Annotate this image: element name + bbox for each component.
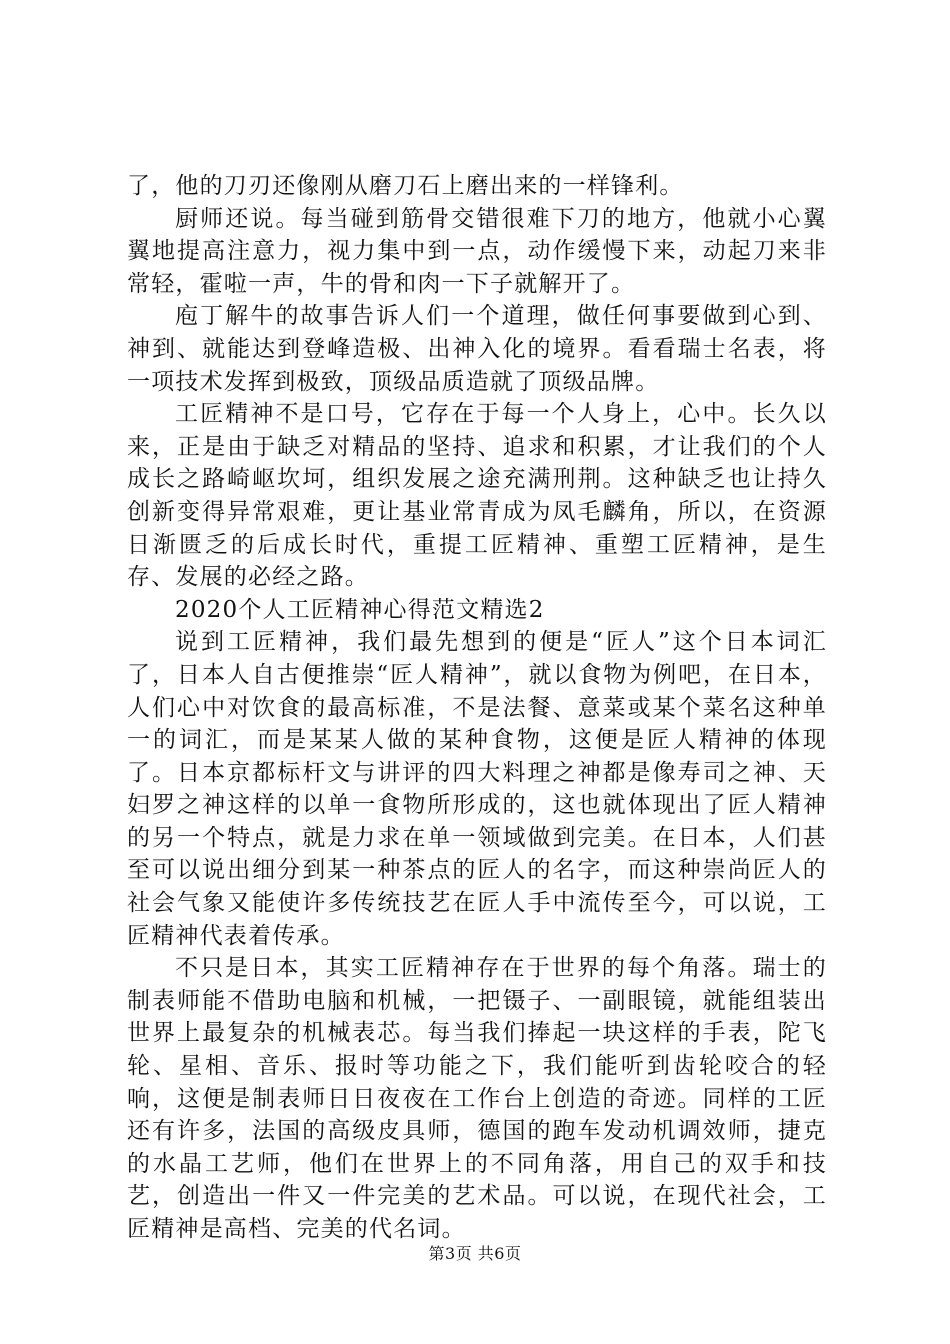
section-heading: 2020个人工匠精神心得范文精选2 [175, 596, 545, 623]
paragraph-paoding-lesson: 庖丁解牛的故事告诉人们一个道理，做任何事要做到心到、神到、就能达到登峰造极、出神入化的境界。看看瑞士名表，将一项技术发挥到极致，顶级品质造就了顶级品牌。 [127, 303, 827, 395]
paragraph-continuation: 了，他的刀刃还像刚从磨刀石上磨出来的一样锋利。 [127, 173, 684, 199]
paragraph-japan-artisan: 说到工匠精神，我们最先想到的便是“匠人”这个日本词汇了，日本人自古便推崇“匠人精神”，就以食物为例吧，在日本，人们心中对饮食的最高标准，不是法餐、意菜或某个菜名这种单一的词汇，而是某某人做的某种食物，这便是匠人精神的体现了。日本京都标杆文与讲评的四大料理之神都是像寿司之神、天妇罗之神这样的以单一食物所形成的，这也就体现出了匠人精神的另一个特点，就是力求在单一领域做到完美。在日本，人们甚至可以说出细分到某一种茶点的匠人的名字，而这种崇尚匠人的社会气象又能使许多传统技艺在匠人手中流传至今，可以说，工匠精神代表着传承。 [127, 629, 827, 949]
page-number-footer: 第3页 共6页 [428, 1244, 522, 1263]
paragraph-global-craftsmen: 不只是日本，其实工匠精神存在于世界的每个角落。瑞士的制表师能不借助电脑和机械，一把镊子、一副眼镜，就能组装出世界上最复杂的机械表芯。每当我们捧起一块这样的手表，陀飞轮、星相、音乐、报时等功能之下，我们能听到齿轮咬合的轻响，这便是制表师日日夜夜在工作台上创造的奇迹。同样的工匠还有许多，法国的高级皮具师，德国的跑车发动机调效师，捷克的水晶工艺师，他们在世界上的不同角落，用自己的双手和技艺，创造出一件又一件完美的艺术品。可以说，在现代社会，工匠精神是高档、完美的代名词。 [127, 955, 827, 1242]
document-body [127, 170, 827, 1246]
paragraph-chef-technique: 厨师还说。每当碰到筋骨交错很难下刀的地方，他就小心翼翼地提高注意力，视力集中到一点，动作缓慢下来，动起刀来非常轻，霍啦一声，牛的骨和肉一下子就解开了。 [127, 205, 827, 297]
paragraph-craftsman-spirit: 工匠精神不是口号，它存在于每一个人身上，心中。长久以来，正是由于缺乏对精品的坚持、追求和积累，才让我们的个人成长之路崎岖坎坷，组织发展之途充满刑荆。这种缺乏也让持久创新变得异常艰难，更让基业常青成为凤毛麟角，所以，在资源日渐匮乏的后成长时代，重提工匠精神、重塑工匠精神，是生存、发展的必经之路。 [127, 401, 827, 591]
